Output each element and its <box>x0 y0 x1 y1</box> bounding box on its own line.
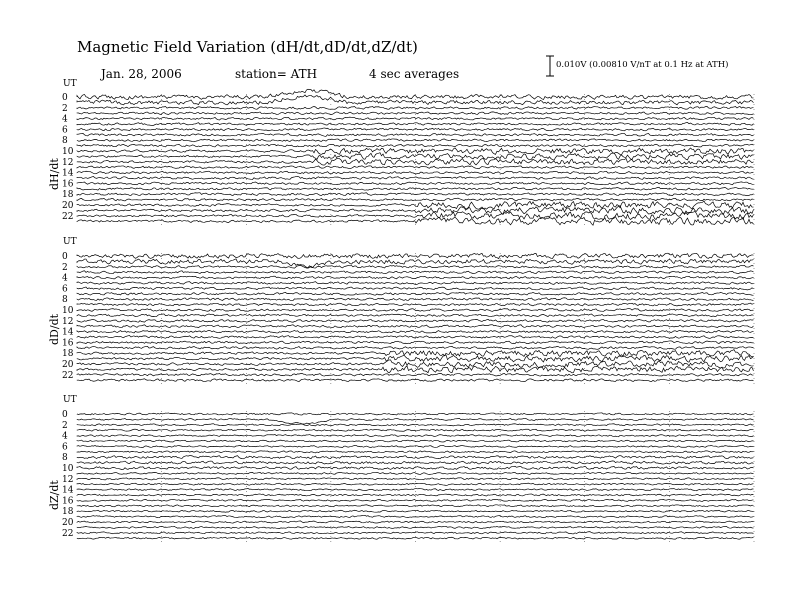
scale-bar-label: 0.010V (0.00810 V/nT at 0.1 Hz at ATH) <box>556 60 729 70</box>
trace-line <box>77 532 754 534</box>
trace-line <box>77 494 754 496</box>
row-label: 4 <box>62 273 68 284</box>
trace-line <box>77 193 754 196</box>
date-label: Jan. 28, 2006 <box>101 67 182 81</box>
averaging-label: 4 sec averages <box>369 67 460 81</box>
trace-line <box>77 521 754 523</box>
panel-ylabel: dZ/dt <box>48 480 61 510</box>
row-label: 16 <box>62 338 74 349</box>
trace-line <box>77 515 754 517</box>
trace-line <box>77 171 754 174</box>
trace-line <box>77 314 754 317</box>
row-label: 12 <box>62 316 74 327</box>
trace-line <box>77 341 754 344</box>
trace-line <box>77 128 754 131</box>
trace-line <box>77 117 754 120</box>
row-label: 18 <box>62 349 74 360</box>
row-label: 18 <box>62 190 74 201</box>
trace-line <box>77 133 754 136</box>
trace-line <box>77 330 754 333</box>
trace-line <box>77 112 754 115</box>
trace-line <box>77 429 754 431</box>
station-label: station= ATH <box>235 67 318 81</box>
trace-line <box>77 466 754 469</box>
trace-line <box>77 445 754 447</box>
trace-line <box>77 201 754 209</box>
trace-line <box>77 373 754 376</box>
row-label: 8 <box>62 136 68 147</box>
trace-line <box>77 499 754 501</box>
trace-line <box>77 505 754 507</box>
trace-line <box>77 271 754 274</box>
trace-line <box>77 461 754 464</box>
trace-line <box>77 182 754 185</box>
trace-line <box>77 350 754 357</box>
row-label: 18 <box>62 507 74 518</box>
row-label: 20 <box>62 360 74 370</box>
trace-line <box>77 158 754 165</box>
row-label: 8 <box>62 453 68 464</box>
trace-line <box>77 187 754 190</box>
trace-line <box>77 123 754 126</box>
row-label: 10 <box>62 147 74 157</box>
row-label: 0 <box>62 410 68 420</box>
row-label: 4 <box>62 114 68 125</box>
row-label: 12 <box>62 474 74 485</box>
panel-ylabel: dH/dt <box>48 158 61 190</box>
row-label: 14 <box>62 168 74 179</box>
row-label: 2 <box>62 103 68 114</box>
trace-line <box>77 148 754 155</box>
row-label: 16 <box>62 179 74 190</box>
trace-line <box>77 413 754 415</box>
trace-line <box>77 206 754 215</box>
trace-line <box>77 153 754 160</box>
trace-line <box>77 489 754 491</box>
chart-title: Magnetic Field Variation (dH/dt,dD/dt,dZ/dt) <box>77 38 418 56</box>
row-label: 20 <box>62 201 74 211</box>
row-label: 6 <box>62 442 68 453</box>
trace-line <box>77 424 754 426</box>
trace-line <box>77 282 754 285</box>
row-label: 0 <box>62 93 68 103</box>
trace-line <box>77 166 754 169</box>
row-label: 0 <box>62 252 68 262</box>
trace-line <box>77 451 754 453</box>
trace-line <box>77 510 754 512</box>
trace-line <box>77 325 754 328</box>
row-label: 22 <box>62 370 74 381</box>
trace-line <box>77 483 754 485</box>
panel-ylabel: dD/dt <box>48 313 61 345</box>
trace-line <box>77 89 754 99</box>
trace-line <box>77 265 754 268</box>
trace-line <box>77 303 754 306</box>
trace-line <box>77 298 754 301</box>
row-label: 6 <box>62 284 68 295</box>
trace-line <box>77 292 754 295</box>
trace-line <box>77 253 754 258</box>
trace-line <box>77 217 754 225</box>
trace-line <box>77 144 754 147</box>
trace-line <box>77 276 754 279</box>
ut-axis-label: UT <box>63 79 77 89</box>
trace-line <box>77 287 754 290</box>
row-label: 14 <box>62 485 74 496</box>
trace-line <box>77 537 754 539</box>
trace-line <box>77 106 754 109</box>
row-label: 12 <box>62 157 74 168</box>
row-label: 2 <box>62 420 68 431</box>
row-label: 4 <box>62 431 68 442</box>
trace-line <box>77 366 754 373</box>
trace-line <box>77 435 754 437</box>
trace-line <box>77 355 754 362</box>
trace-line <box>77 472 754 474</box>
trace-line <box>77 176 754 179</box>
row-label: 16 <box>62 496 74 507</box>
row-label: 6 <box>62 125 68 136</box>
ut-axis-label: UT <box>63 237 77 247</box>
trace-line <box>77 478 754 480</box>
row-label: 20 <box>62 518 74 528</box>
row-label: 22 <box>62 211 74 222</box>
trace-line <box>77 418 754 424</box>
row-label: 10 <box>62 306 74 316</box>
trace-line <box>77 526 754 528</box>
trace-line <box>77 456 754 459</box>
row-label: 8 <box>62 295 68 306</box>
trace-line <box>77 346 754 349</box>
trace-line <box>77 309 754 312</box>
trace-line <box>77 139 754 142</box>
trace-line <box>77 319 754 322</box>
trace-line <box>77 379 754 382</box>
trace-line <box>77 440 754 442</box>
row-label: 22 <box>62 528 74 539</box>
ut-axis-label: UT <box>63 395 77 405</box>
row-label: 10 <box>62 464 74 474</box>
trace-line <box>77 336 754 339</box>
trace-line <box>77 360 754 368</box>
row-label: 14 <box>62 327 74 338</box>
row-label: 2 <box>62 262 68 273</box>
trace-line <box>77 198 754 201</box>
